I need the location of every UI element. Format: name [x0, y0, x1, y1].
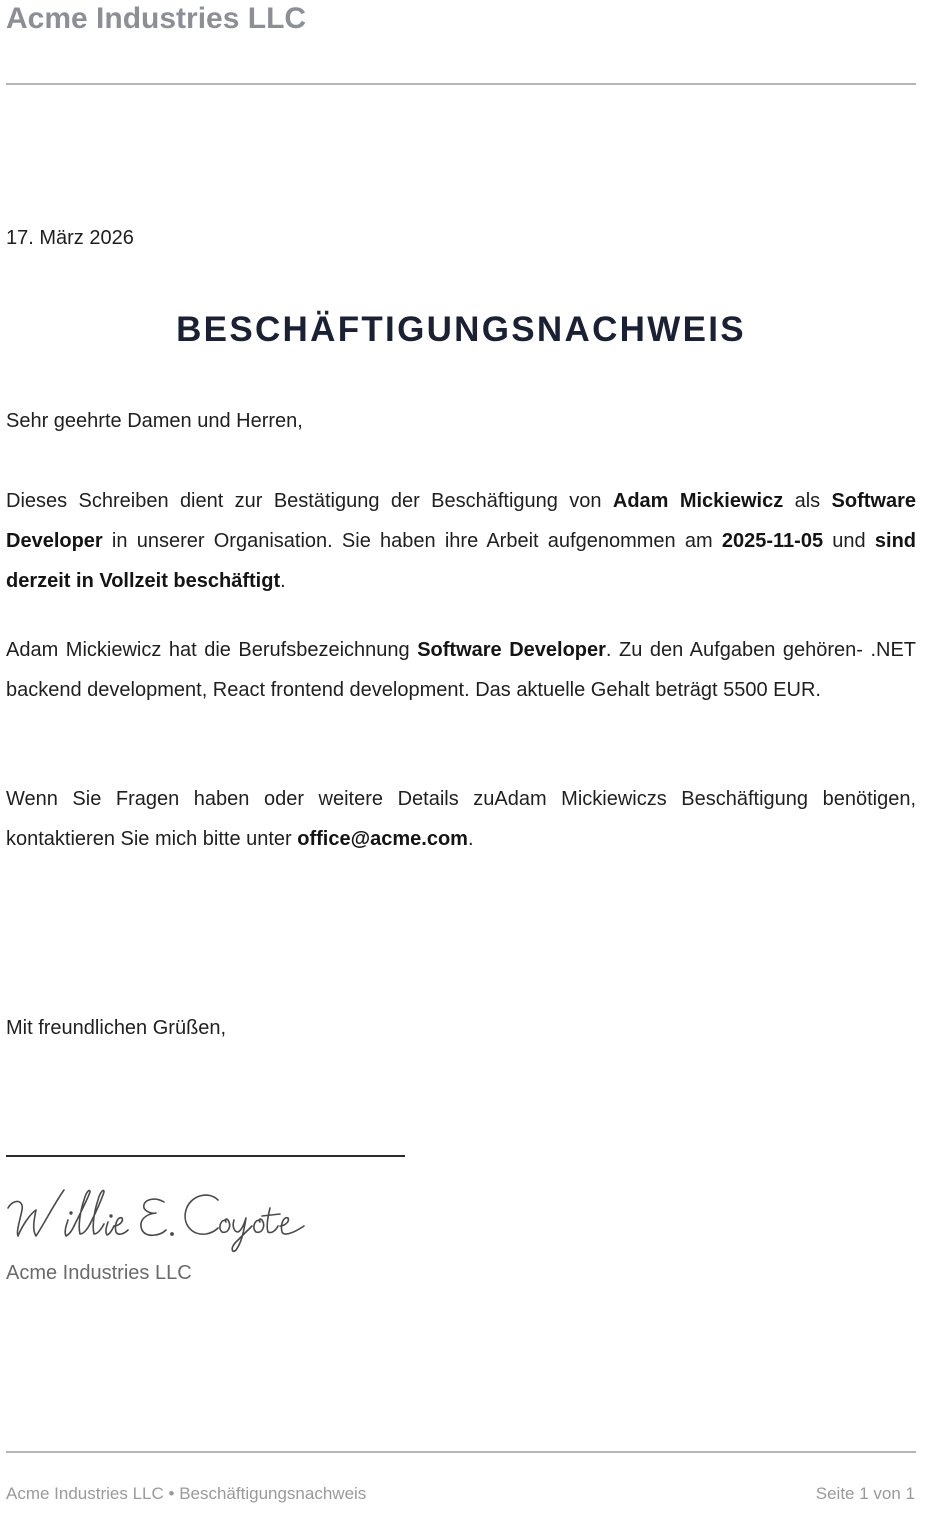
text: . [467, 828, 474, 850]
text: und [823, 530, 875, 552]
signature-line [6, 1155, 405, 1157]
confirmation-paragraph [6, 481, 916, 601]
duties-paragraph [6, 630, 916, 710]
text: Dieses Schreiben dient zur Bestätigung der Beschäftigung von [6, 490, 613, 512]
contact-paragraph [6, 779, 916, 859]
footer-page-number: Seite 1 von 1 [815, 1484, 915, 1503]
employee-position: Software Developer [6, 490, 917, 552]
text: . [280, 570, 286, 592]
text: . Zu den Aufgaben gehören- .NET backend development, React frontend development. Das aktuelle Gehalt beträgt 5500 EUR. [6, 639, 917, 701]
closing: Mit freundlichen Grüßen, [6, 1017, 227, 1039]
text: als [783, 490, 832, 512]
header-divider [6, 83, 916, 85]
employment-status: sind derzeit in Vollzeit beschäftigt [6, 530, 917, 592]
contact-email: office@acme.com [297, 828, 468, 850]
text: Adam Mickiewicz hat die Berufsbezeichnung [6, 639, 418, 661]
signatory-company: Acme Industries LLC [6, 1262, 192, 1284]
start-date: 2025-11-05 [721, 530, 824, 552]
employee-name: Adam Mickiewicz [612, 490, 784, 512]
company-header: Acme Industries LLC [6, 2, 307, 35]
text: in unserer Organisation. Sie haben ihre Arbeit aufgenommen am [102, 530, 722, 552]
job-title: Software Developer [417, 639, 606, 661]
letter-date: 17. März 2026 [6, 227, 134, 249]
footer-divider [6, 1451, 916, 1453]
salutation: Sehr geehrte Damen und Herren, [6, 410, 303, 432]
footer-document-label: Acme Industries LLC • Beschäftigungsnachweis [6, 1484, 367, 1503]
letter-title: BESCHÄFTIGUNGSNACHWEIS [176, 310, 746, 349]
handwritten-signature [4, 1180, 314, 1256]
text: Wenn Sie Fragen haben oder weitere Details zuAdam Mickiewiczs Beschäftigung benötigen, kontaktieren Sie mich bitte unter [6, 788, 916, 850]
